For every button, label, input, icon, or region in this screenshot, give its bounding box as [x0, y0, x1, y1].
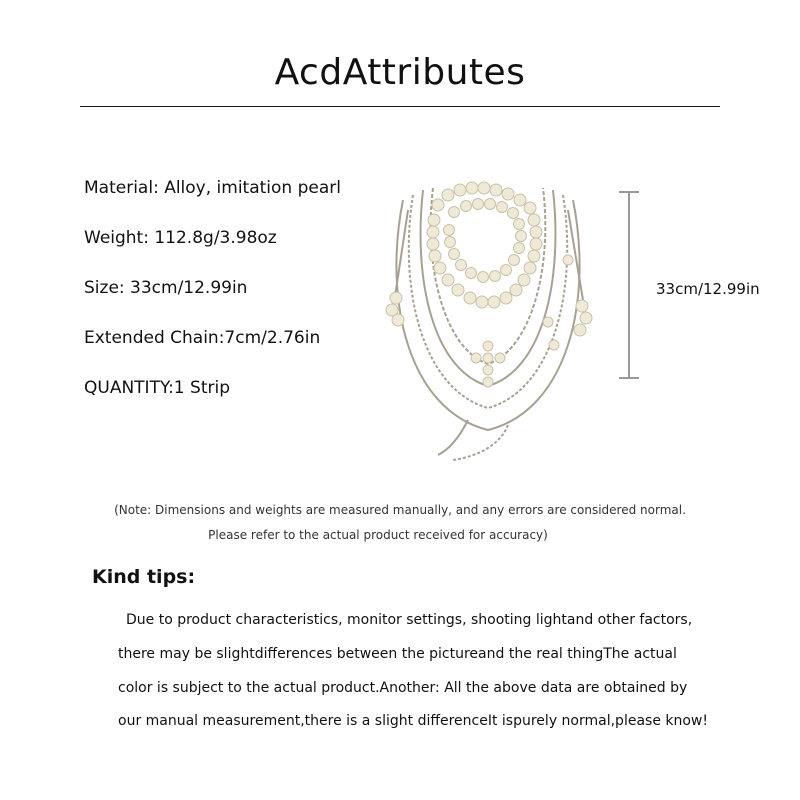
note-line-2: Please refer to the actual product received for accuracy) — [208, 528, 548, 542]
dimension-label: 33cm/12.99in — [656, 280, 760, 298]
attribute-quantity: QUANTITY:1 Strip — [84, 378, 230, 398]
necklace-image — [368, 150, 608, 470]
dimension-indicator — [617, 190, 641, 380]
attribute-material: Material: Alloy, imitation pearl — [84, 178, 341, 198]
attribute-extended-chain: Extended Chain:7cm/2.76in — [84, 328, 321, 348]
title-divider — [80, 106, 720, 107]
kind-tips-heading: Kind tips: — [92, 566, 196, 588]
kind-tip-line-4: our manual measurement,there is a slight differenceIt ispurely normal,please know! — [118, 713, 708, 729]
note-line-1: (Note: Dimensions and weights are measured manually, and any errors are considered normal. — [114, 503, 686, 517]
kind-tip-line-1: Due to product characteristics, monitor settings, shooting lightand other factors, — [126, 612, 693, 628]
attribute-weight: Weight: 112.8g/3.98oz — [84, 228, 277, 248]
page-title: AcdAttributes — [274, 52, 526, 93]
kind-tip-line-3: color is subject to the actual product.Another: All the above data are obtained by — [118, 680, 688, 696]
kind-tip-line-2: there may be slightdifferences between the pictureand the real thingThe actual — [118, 646, 677, 662]
attribute-size: Size: 33cm/12.99in — [84, 278, 248, 298]
